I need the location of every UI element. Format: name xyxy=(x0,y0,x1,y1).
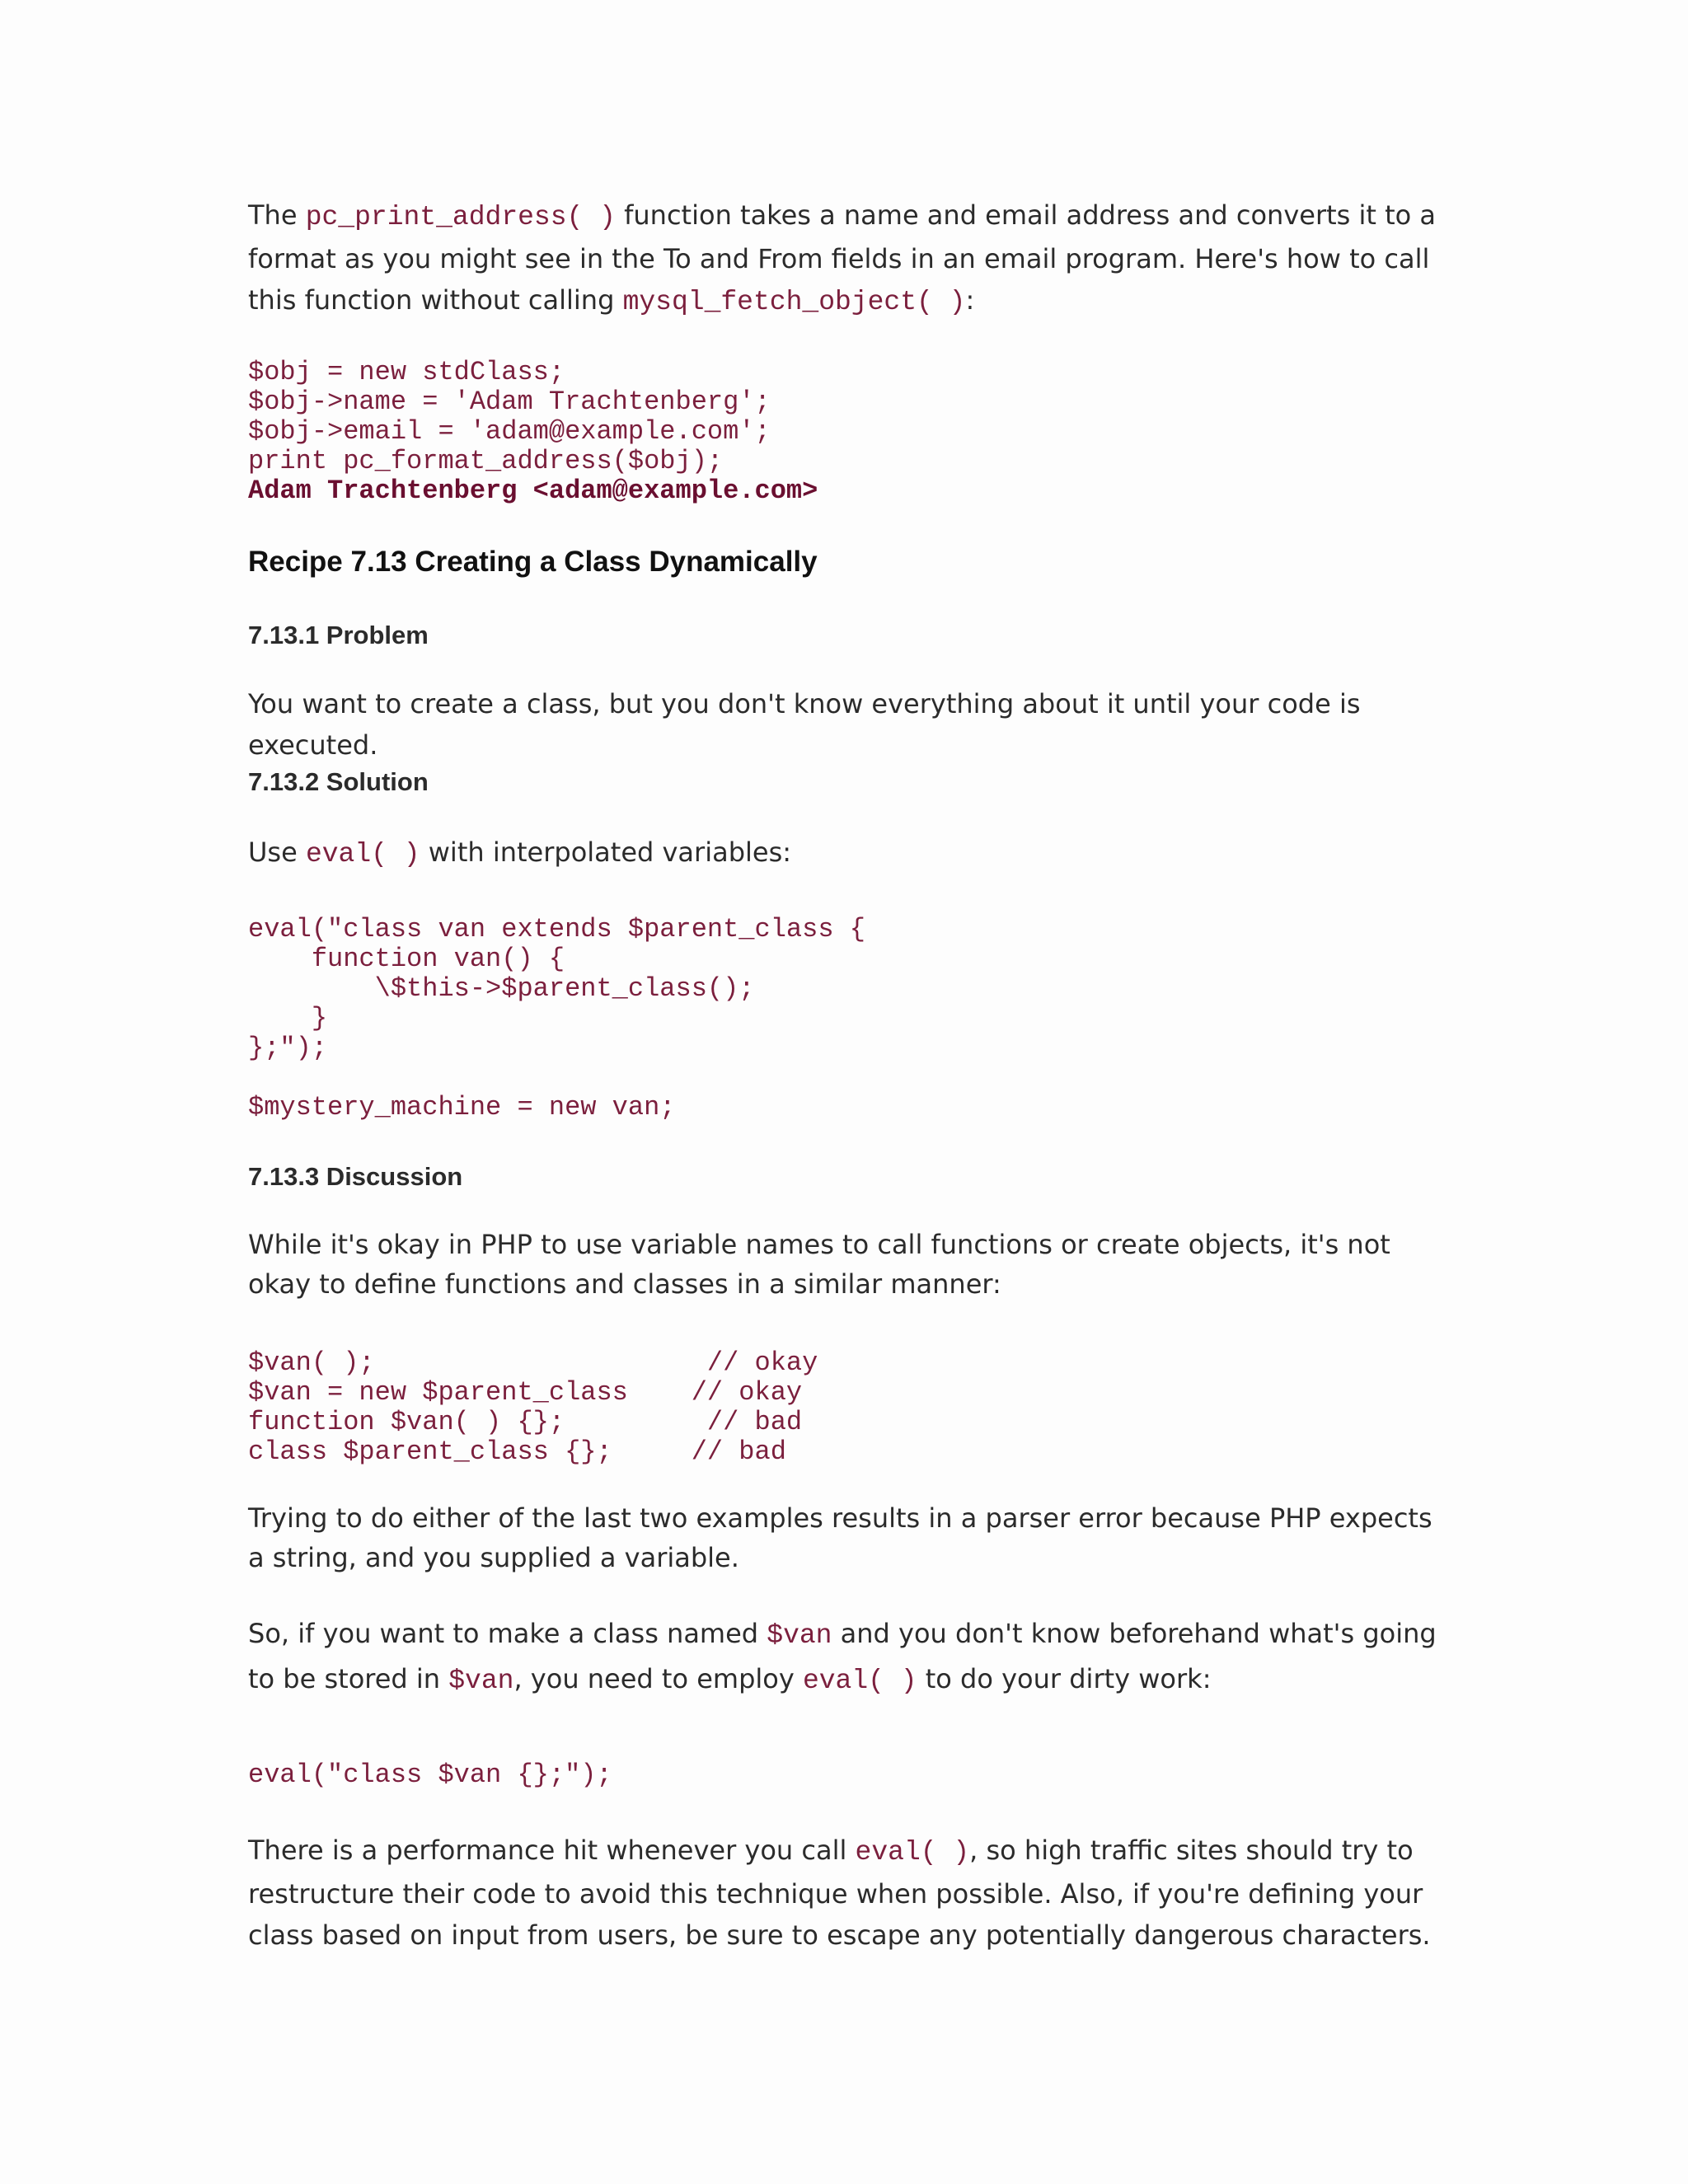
discussion-paragraph-4 xyxy=(248,1830,1451,1956)
inline-code-pc-print-address: pc_print_address( ) xyxy=(305,202,616,232)
p3-text-1: So, if you want to make a class named xyxy=(248,1618,767,1649)
p4-text-2: , so high traffic sites should try to restructure their code to avoid this technique when possible. Also, if you're defining your class based on input from users, be sure to escape any potentially dangerous characters. xyxy=(248,1835,1431,1951)
code-block-mystery-machine: $mystery_machine = new van; xyxy=(248,1092,676,1122)
discussion-paragraph-3 xyxy=(248,1612,1451,1703)
solution-text-2: with interpolated variables: xyxy=(420,837,792,868)
discussion-paragraph-1: While it's okay in PHP to use variable names to call functions or create objects, it's not okay to define functions and classes in a similar manner: xyxy=(248,1229,1390,1300)
problem-text: You want to create a class, but you don't know everything about it until your code is executed. xyxy=(248,688,1361,761)
solution-text-1: Use xyxy=(248,837,306,868)
intro-text-1: The xyxy=(248,199,306,231)
code-block-format-address xyxy=(248,358,818,506)
intro-paragraph xyxy=(248,194,1451,323)
p3-text-2: and you don't know beforehand what's going to be stored in xyxy=(248,1618,1437,1694)
inline-code-mysql-fetch-object: mysql_fetch_object( ) xyxy=(622,287,966,317)
inline-code-eval-2: eval( ) xyxy=(802,1666,917,1696)
solution-text xyxy=(248,832,791,875)
inline-code-eval-3: eval( ) xyxy=(855,1837,970,1868)
intro-text-2: function takes a name and email address and converts it to a format as you might see in the To and From fields in an email program. Here's how to call this function without calling xyxy=(248,199,1436,316)
discussion-heading: 7.13.3 Discussion xyxy=(248,1162,463,1191)
code-block-okay-bad: $van( ); // okay $van = new $parent_class // okay function $van( ) {}; // bad class $parent_class {}; // bad xyxy=(248,1347,818,1467)
p3-text-3: , you need to employ xyxy=(513,1663,803,1694)
code-line: $obj->email = 'adam@example.com'; xyxy=(248,416,771,447)
p3-text-4: to do your dirty work: xyxy=(917,1663,1212,1694)
problem-heading: 7.13.1 Problem xyxy=(248,621,429,649)
code-block-eval-class: eval("class van extends $parent_class { function van() { \$this->$parent_class(); } };"); xyxy=(248,914,865,1063)
code-line: $obj->name = 'Adam Trachtenberg'; xyxy=(248,387,771,417)
inline-code-van: $van xyxy=(767,1620,832,1651)
inline-code-eval: eval( ) xyxy=(305,839,420,869)
discussion-paragraph-2: Trying to do either of the last two examples results in a parser error because PHP expects a string, and you supplied a variable. xyxy=(248,1502,1432,1573)
inline-code-van-2: $van xyxy=(448,1666,514,1696)
code-block-eval-van: eval("class $van {};"); xyxy=(248,1760,612,1790)
p4-text-1: There is a performance hit whenever you call xyxy=(248,1835,856,1866)
intro-text-3: : xyxy=(965,284,975,316)
code-output-line: Adam Trachtenberg <adam@example.com> xyxy=(248,476,818,506)
code-line: print pc_format_address($obj); xyxy=(248,446,724,476)
code-line: $obj = new stdClass; xyxy=(248,357,565,387)
recipe-title: Recipe 7.13 Creating a Class Dynamically xyxy=(248,546,818,578)
solution-heading: 7.13.2 Solution xyxy=(248,767,429,796)
